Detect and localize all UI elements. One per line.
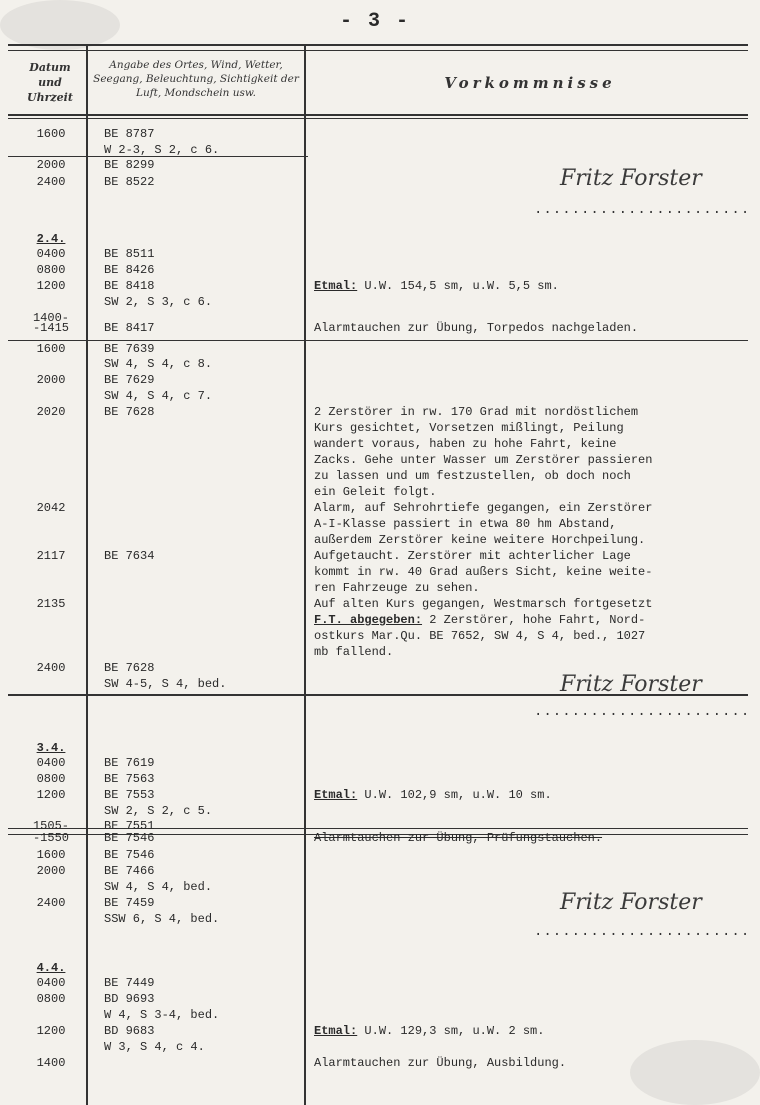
row-place: SW 2, S 3, c 6. [104, 295, 213, 309]
row-place: BE 7629 [104, 373, 155, 387]
row-place: BE 7563 [104, 772, 155, 786]
row-event: kommt in rw. 40 Grad außers Sicht, keine weite- [314, 565, 653, 579]
row-time: 2117 [36, 549, 66, 563]
row-place: BE 7546 [104, 831, 155, 845]
row-place: BE 8787 [104, 127, 155, 141]
row-event: 2 Zerstörer in rw. 170 Grad mit nordöstlichem [314, 405, 639, 419]
row-time: 1505- [32, 819, 69, 833]
row-place: BE 7634 [104, 549, 155, 563]
row-event: Kurs gesichtet, Vorsetzen mißlingt, Peilung [314, 421, 624, 435]
page-number: - 3 - [340, 10, 411, 33]
header-bottom-rule [8, 114, 748, 116]
row-place: BE 7459 [104, 896, 155, 910]
row-time: 0800 [36, 772, 66, 786]
row-event: Etmal: U.W. 102,9 sm, u.W. 10 sm. [314, 788, 552, 802]
row-place: BE 7628 [104, 661, 155, 675]
row-time: 4.4. [36, 961, 66, 975]
row-time: 0400 [36, 976, 66, 990]
row-time: 0400 [36, 756, 66, 770]
row-event: Alarmtauchen zur Übung, Torpedos nachgeladen. [314, 321, 639, 335]
row-time: 2000 [36, 864, 66, 878]
row-time: 0800 [36, 992, 66, 1006]
row-place: SW 4, S 4, bed. [104, 880, 213, 894]
row-time: 1400 [36, 1056, 66, 1070]
row-place: SW 4, S 4, c 7. [104, 389, 213, 403]
row-place: BE 7553 [104, 788, 155, 802]
row-place: BE 7449 [104, 976, 155, 990]
row-event: Etmal: U.W. 154,5 sm, u.W. 5,5 sm. [314, 279, 559, 293]
top-rule-thin [8, 50, 748, 51]
row-place: BE 7619 [104, 756, 155, 770]
row-event: Aufgetaucht. Zerstörer mit achterlicher Lage [314, 549, 631, 563]
row-event: außerdem Zerstörer keine weitere Horchpeilung. [314, 533, 646, 547]
row-event: wandert voraus, haben zu hohe Fahrt, keine [314, 437, 617, 451]
row-event: A-I-Klasse passiert in etwa 80 hm Abstand, [314, 517, 617, 531]
header-place: Angabe des Ortes, Wind, Wetter, Seegang, Beleuchtung, Sichtigkeit der Luft, Mondschein usw. [93, 59, 299, 99]
paper-stain [0, 0, 120, 50]
row-event: ostkurs Mar.Qu. BE 7652, SW 4, S 4, bed., 1027 [314, 629, 646, 643]
row-place: BE 7466 [104, 864, 155, 878]
row-place: W 4, S 3-4, bed. [104, 1008, 220, 1022]
row-place: SSW 6, S 4, bed. [104, 912, 220, 926]
row-time: -1550 [32, 831, 69, 845]
row-event: ren Fahrzeuge zu sehen. [314, 581, 480, 595]
row-event: zu lassen und um festzustellen, ob doch noch [314, 469, 631, 483]
row-time: 1200 [36, 788, 66, 802]
row-time: 0800 [36, 263, 66, 277]
row-event: Etmal: U.W. 129,3 sm, u.W. 2 sm. [314, 1024, 545, 1038]
row-place: BE 7639 [104, 342, 155, 356]
row-place: W 2-3, S 2, c 6. [104, 143, 220, 157]
row-time: 3.4. [36, 741, 66, 755]
row-event: Alarmtauchen zur Übung, Prüfungstauchen. [314, 831, 603, 845]
row-place: W 3, S 4, c 4. [104, 1040, 205, 1054]
row-time: 1200 [36, 279, 66, 293]
row-rule [8, 340, 748, 341]
row-event: F.T. abgegeben: 2 Zerstörer, hohe Fahrt, Nord- [314, 613, 646, 627]
row-time: 2000 [36, 373, 66, 387]
header-events: Vorkommnisse [444, 74, 616, 92]
signature: Fritz Forster [560, 166, 702, 191]
row-time: 2000 [36, 158, 66, 172]
header-bottom-rule-thin [8, 118, 748, 119]
dotted-line: ....................... [534, 704, 751, 720]
column-divider-2 [304, 44, 306, 1105]
column-divider-1 [86, 44, 88, 1105]
signature: Fritz Forster [560, 890, 702, 915]
row-place: SW 4, S 4, c 8. [104, 357, 213, 371]
row-place: BE 8426 [104, 263, 155, 277]
row-time: 1600 [36, 848, 66, 862]
row-place: SW 2, S 2, c 5. [104, 804, 213, 818]
row-event: Auf alten Kurs gegangen, Westmarsch fortgesetzt [314, 597, 653, 611]
row-event: Alarmtauchen zur Übung, Ausbildung. [314, 1056, 567, 1070]
row-time: 1400- [32, 311, 69, 325]
row-place: BD 9693 [104, 992, 155, 1006]
row-time: 0400 [36, 247, 66, 261]
row-time: 2400 [36, 175, 66, 189]
row-time: 2400 [36, 661, 66, 675]
row-time: 2135 [36, 597, 66, 611]
paper-stain [630, 1040, 760, 1105]
row-time: 2020 [36, 405, 66, 419]
row-place: BE 8511 [104, 247, 155, 261]
row-time: 2042 [36, 501, 66, 515]
row-time: 2.4. [36, 232, 66, 246]
row-time: 2400 [36, 896, 66, 910]
row-place: BE 8418 [104, 279, 155, 293]
top-rule [8, 44, 748, 46]
row-place: BE 7628 [104, 405, 155, 419]
row-time: 1600 [36, 127, 66, 141]
signature: Fritz Forster [560, 672, 702, 697]
row-place: BE 7551 [104, 819, 155, 833]
header-date-time: Datum und Uhrzeit [27, 61, 73, 104]
row-event: Alarm, auf Sehrohrtiefe gegangen, ein Zerstörer [314, 501, 653, 515]
row-event: ein Geleit folgt. [314, 485, 437, 499]
row-place: BD 9683 [104, 1024, 155, 1038]
row-time: 1600 [36, 342, 66, 356]
row-place: BE 8522 [104, 175, 155, 189]
row-place: BE 8299 [104, 158, 155, 172]
row-event: mb fallend. [314, 645, 394, 659]
dotted-line: ....................... [534, 202, 751, 218]
row-time: 1200 [36, 1024, 66, 1038]
row-place: BE 8417 [104, 321, 155, 335]
row-place: BE 7546 [104, 848, 155, 862]
row-place: SW 4-5, S 4, bed. [104, 677, 227, 691]
row-event: Zacks. Gehe unter Wasser um Zerstörer passieren [314, 453, 653, 467]
row-time: -1415 [32, 321, 69, 335]
dotted-line: ....................... [534, 924, 751, 940]
